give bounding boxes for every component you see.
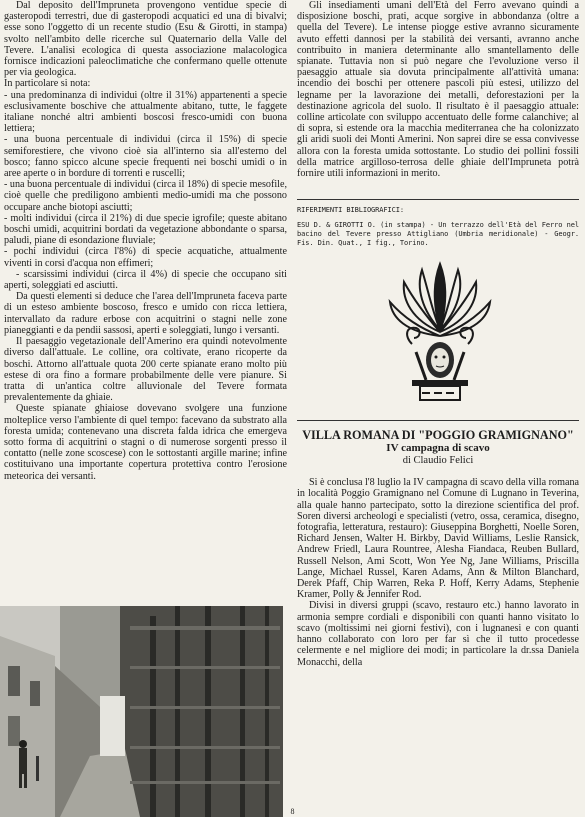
ornament-area xyxy=(297,248,579,420)
references xyxy=(297,206,579,248)
article-author: di Claudio Felici xyxy=(402,455,474,467)
paragraph: Dal deposito dell'Impruneta provengono ventidue specie di gasteropodi terrestri, due di gasteropodi acquatici ed una di bivalvi; esse sono l'oggetto di un recente studio (Esu & Girotti, in stampa) svolto nell'ambito delle ricerche sul Quaternario della Valle del Tevere. L'analisi ecologica di questa associazione malacologica fornisce indicazioni paleoclimatiche che confermano quelle ottenute per via geologica. xyxy=(4,0,287,79)
page-number: 8 xyxy=(290,807,295,816)
paragraph: Si è conclusa l'8 luglio la IV campagna di scavo della villa romana in località Poggio Gramignano nel Comune di Lugnano in Teverina, alla quale hanno partecipato, sotto la direzione scientifica del prof. Soren diversi archeologi e specialisti (vetro, ossa, ceramica, disegno, fotografia, letteratura, restauro): Giuseppina Borghetti, Noelle Soren, Richard Jensen, Walter H. Birkby, David Williams, Leslie Ransick, Andrew Friedl, Laura Rountree, Alesha Fiandaca, Reuben Bullard, Russell Nelson, Ami Scott, Won Yee Ng, Jane Williams, Priscilla Lange, Michael Russel, Karen Adams, Ann & Milton Blanchard, Derek Pfaff, Chip Warren, Reka P. Hoff, Kerry Adams, Stephenie Kramer, Polly & Jennifer Rod. xyxy=(297,477,579,601)
divider xyxy=(297,199,579,200)
paragraph: Il paesaggio vegetazionale dell'Amerino era quindi notevolmente diverso dall'attuale. Le colline, ora coltivate, erano ricoperte da boschi. Attorno all'attuale quota 200 certe spianate erano molto più estese di ora fino a formare probabilmente delle vere pianure. Si tratta di un'antica coltre alluvionale del Tevere formata prevalentemente da ghiaie. xyxy=(4,336,287,404)
list-item: - molti individui (circa il 21%) di due specie igrofile; queste abitano boschi umidi, acquitrini bordati da vegetazione abbondante o sparsa, paludi, piane di esondazione fluviale; xyxy=(4,212,287,247)
list-item: - una predominanza di individui (oltre il 31%) appartenenti a specie esclusivamente boschive che attualmente abitano, tutte, le faggete italiane nonché altri ambienti boscosi fresco-umidi con buona lettiera; xyxy=(4,89,287,135)
paragraph: Gli insediamenti umani dell'Età del Ferro avevano quindi a disposizione boschi, prati, acque sorgive in abbondanza (oltre a quella del Tevere). Le intense piogge estive avranno sicuramente avuto effetti dannosi per la stabilità dei versanti, avranno anche contribuito in maniera determinante allo smantellamento delle spianate. Tuttavia non si può negare che l'evoluzione verso il paesaggio attuale sia dovuta principalmente all'attività umana: incendio dei boschi per ottenere pascoli più estesi, utilizzo del legname per la lavorazione dei metalli, deforestazioni per la destinazione agricola del suolo. Il risultato è il paesaggio attuale: colline articolate con sviluppo accentuato delle forme calanchive; al di sopra, si estende ora la macchia mediterranea che ha colonizzato gli aridi suoli dei Monti Amerini. Non saprei dire se essa convivesse allora con la foresta umida sottostante. Lo studio dei pollini fossili della matrice argilloso-terrosa delle ghiaie dell'Impruneta potrà fornire utili informazioni in merito. xyxy=(297,0,579,180)
list-item: - scarsissimi individui (circa il 4%) di specie che occupano siti aperti, soleggiati ed asciutti. xyxy=(4,268,287,292)
paragraph: Divisi in diversi gruppi (scavo, restauro etc.) hanno lavorato in armonia sempre cordiali e disponibili con quanti hanno visitato lo scavo (moltissimi nei giorni festivi), con i lugnanesi e con quanti hanno collaborato con loro per far sì che il tutto procedesse celermente e nel migliore dei modi; in particolare la dr.ssa Daniela Monacchi, della xyxy=(297,600,579,668)
list-item: - una buona percentuale di individui (circa il 15%) di specie semiforestiere, che vivono cioè sia all'interno sia all'esterno del bosco; fanno spicco alcune specie frequenti nei boschi umidi o in aree aperte o in bordure di torrenti e ruscelli; xyxy=(4,134,287,180)
paragraph: Queste spianate ghiaiose dovevano svolgere una funzione molteplice verso l'ambiente di quel tempo: facevano da substrato alla foresta umida; contenevano una discreta falda idrica che emergeva sotto forma di acquitrini o stagni o di numerose sorgenti presso il contatto (nelle zone scoscese) con le sottostanti argille marine; infine costituivano una importante copertura protettiva contro l'erosione meteorica dei versanti. xyxy=(4,403,287,482)
street-photo xyxy=(0,606,283,817)
paragraph: Da questi elementi si deduce che l'area dell'Impruneta faceva parte di un esteso ambiente boscoso, fresco e umido con ricca lettiera, intervallato da radure erbose con acquitrini o stagni nelle zone pianeggianti e da pendii sassosi, aperti e soleggiati, lungo i versanti. xyxy=(4,291,287,336)
article-subtitle: IV campagna di scavo xyxy=(386,442,490,455)
list-item: - una buona percentuale di individui (circa il 18%) di specie mesofile, cioè quelle che prediligono ambienti medio-umidi ma che possono occupare anche biotopi asciutti; xyxy=(4,179,287,213)
list-item: - pochi individui (circa l'8%) di specie acquatiche, attualmente viventi in corsi d'acqua non effimeri; xyxy=(4,246,287,269)
references-heading: RIFERIMENTI BIBLIOGRAFICI: xyxy=(297,206,404,215)
article-title: VILLA ROMANA DI "POGGIO GRAMIGNANO" xyxy=(302,428,574,443)
antefix-palmette-icon xyxy=(382,260,498,406)
left-column xyxy=(4,0,287,482)
right-column xyxy=(297,0,579,668)
paragraph: In particolare si nota: xyxy=(4,78,91,90)
reference-entry: ESU D. & GIROTTI O. (in stampa) - Un terrazzo dell'Età del Ferro nel bacino del Tevere presso Attigliano (Umbria meridionale) - Geogr. Fis. Din. Quat., I fig., Torino. xyxy=(297,221,579,248)
divider xyxy=(297,420,579,421)
